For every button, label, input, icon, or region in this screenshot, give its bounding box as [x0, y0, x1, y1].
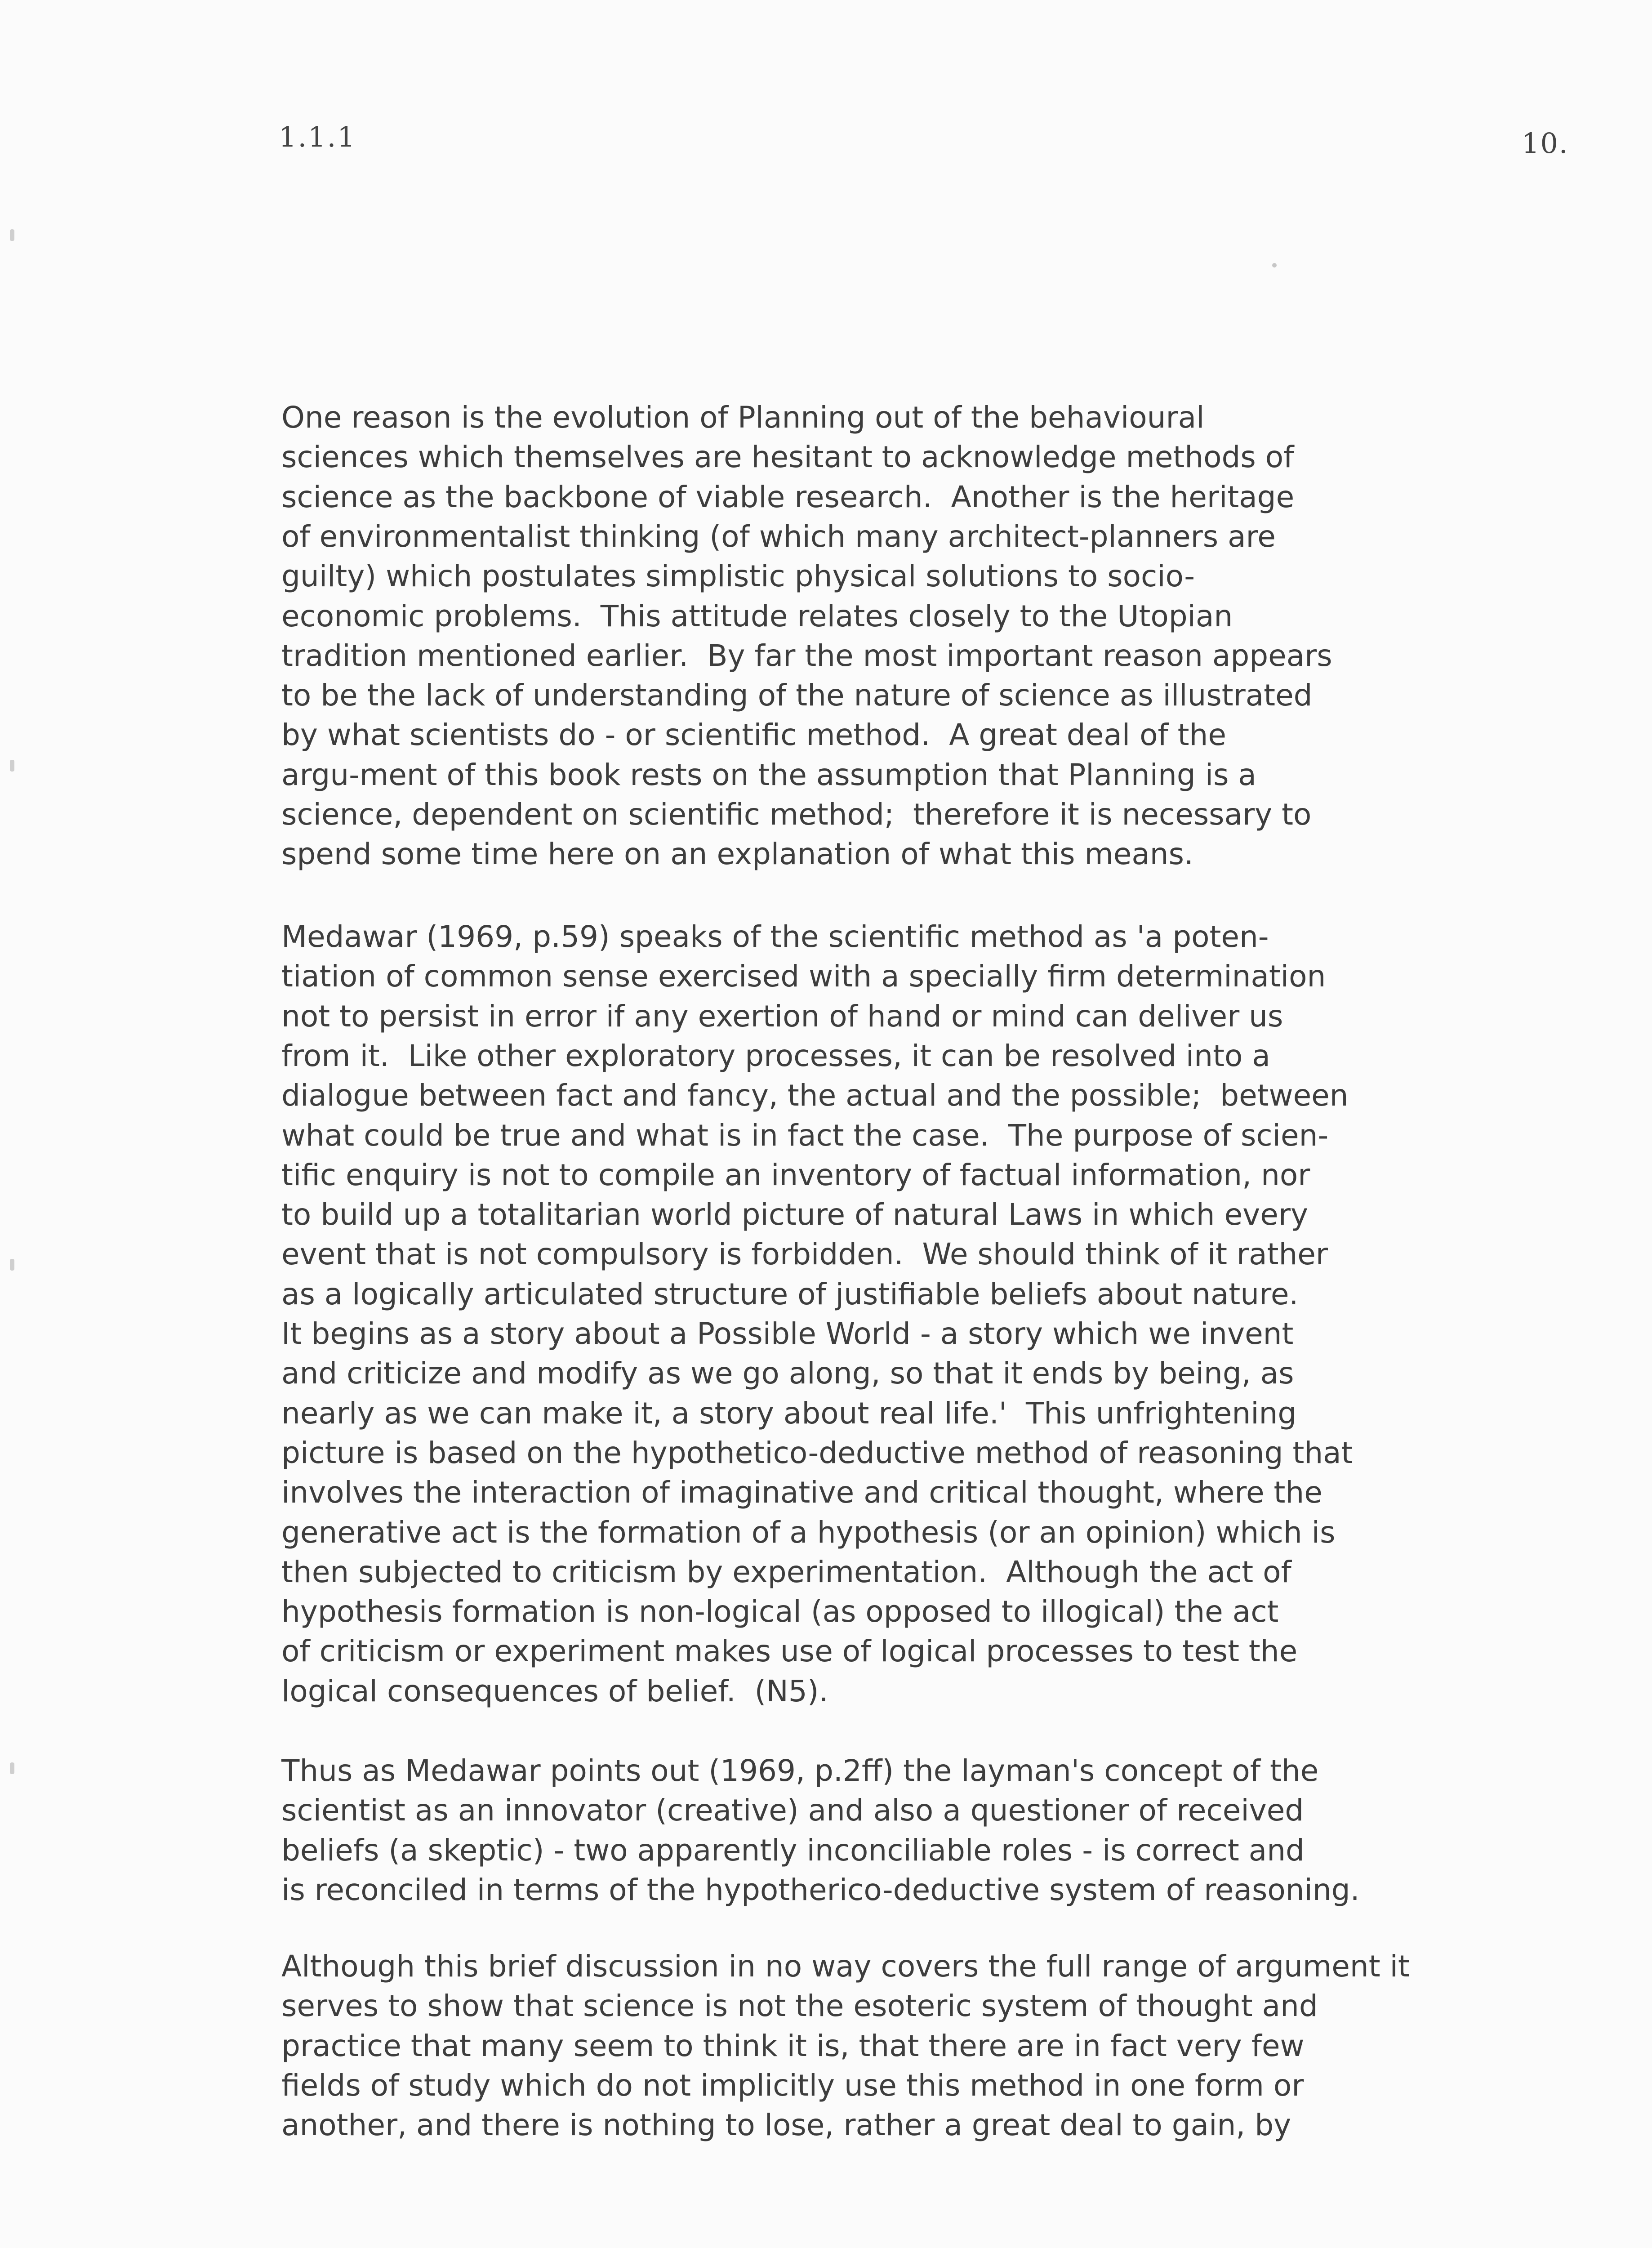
- text-line: science, dependent on scientific method; therefore it is necessary to: [281, 797, 1312, 832]
- text-line: economic problems. This attitude relates closely to the Utopian: [281, 599, 1233, 633]
- text-line: picture is based on the hypothetico-deductive method of reasoning that: [281, 1436, 1353, 1470]
- text-line: tradition mentioned earlier. By far the most important reason appears: [281, 638, 1332, 673]
- text-line: guilty) which postulates simplistic physical solutions to socio-: [281, 559, 1195, 593]
- text-line: spend some time here on an explanation of what this means.: [281, 837, 1193, 871]
- section-number: 1.1.1: [279, 120, 356, 153]
- text-line: argu-ment of this book rests on the assumption that Planning is a: [281, 758, 1256, 792]
- text-line: from it. Like other exploratory processes, it can be resolved into a: [281, 1039, 1270, 1073]
- text-line: sciences which themselves are hesitant to acknowledge methods of: [281, 440, 1294, 474]
- text-line: Although this brief discussion in no way covers the full range of argument it: [281, 1949, 1410, 1984]
- text-line: to build up a totalitarian world picture of natural Laws in which every: [281, 1197, 1309, 1232]
- text-line: by what scientists do - or scientific method. A great deal of the: [281, 718, 1226, 752]
- text-line: serves to show that science is not the esoteric system of thought and: [281, 1989, 1318, 2023]
- text-line: of environmentalist thinking (of which many architect-planners are: [281, 519, 1276, 554]
- text-line: scientist as an innovator (creative) and also a questioner of received: [281, 1793, 1304, 1828]
- text-line: fields of study which do not implicitly use this method in one form or: [281, 2068, 1304, 2103]
- scan-mark: [10, 1762, 14, 1774]
- scan-dot: [1272, 263, 1277, 268]
- text-line: Medawar (1969, p.59) speaks of the scientific method as 'a poten-: [281, 919, 1269, 954]
- text-line: It begins as a story about a Possible World - a story which we invent: [281, 1316, 1294, 1351]
- text-line: nearly as we can make it, a story about real life.' This unfrightening: [281, 1396, 1297, 1431]
- text-line: One reason is the evolution of Planning out of the behavioural: [281, 400, 1205, 435]
- page-number: 10.: [1522, 127, 1569, 160]
- text-line: another, and there is nothing to lose, rather a great deal to gain, by: [281, 2108, 1291, 2142]
- text-line: tiation of common sense exercised with a specially firm determination: [281, 959, 1326, 994]
- text-line: what could be true and what is in fact the case. The purpose of scien-: [281, 1118, 1329, 1153]
- text-line: then subjected to criticism by experimentation. Although the act of: [281, 1555, 1291, 1589]
- text-line: generative act is the formation of a hypothesis (or an opinion) which is: [281, 1515, 1336, 1550]
- text-line: not to persist in error if any exertion of hand or mind can deliver us: [281, 999, 1283, 1034]
- text-line: involves the interaction of imaginative and critical thought, where the: [281, 1475, 1322, 1510]
- text-line: science as the backbone of viable research. Another is the heritage: [281, 480, 1295, 514]
- text-line: practice that many seem to think it is, that there are in fact very few: [281, 2029, 1305, 2063]
- text-line: dialogue between fact and fancy, the actual and the possible; between: [281, 1078, 1349, 1113]
- text-line: hypothesis formation is non-logical (as opposed to illogical) the act: [281, 1594, 1279, 1629]
- text-line: logical consequences of belief. (N5).: [281, 1674, 828, 1708]
- scan-mark: [10, 229, 14, 241]
- text-line: is reconciled in terms of the hypotherico-deductive system of reasoning.: [281, 1873, 1360, 1907]
- text-line: Thus as Medawar points out (1969, p.2ff) the layman's concept of the: [281, 1753, 1319, 1788]
- scan-mark: [10, 760, 14, 772]
- text-line: event that is not compulsory is forbidden. We should think of it rather: [281, 1237, 1328, 1271]
- text-line: tific enquiry is not to compile an inventory of factual information, nor: [281, 1158, 1310, 1192]
- text-line: beliefs (a skeptic) - two apparently inconciliable roles - is correct and: [281, 1833, 1305, 1868]
- text-line: as a logically articulated structure of justifiable beliefs about nature.: [281, 1277, 1299, 1311]
- text-line: and criticize and modify as we go along, so that it ends by being, as: [281, 1356, 1294, 1391]
- text-line: to be the lack of understanding of the nature of science as illustrated: [281, 678, 1313, 713]
- text-line: of criticism or experiment makes use of logical processes to test the: [281, 1634, 1298, 1668]
- scan-mark: [10, 1259, 14, 1271]
